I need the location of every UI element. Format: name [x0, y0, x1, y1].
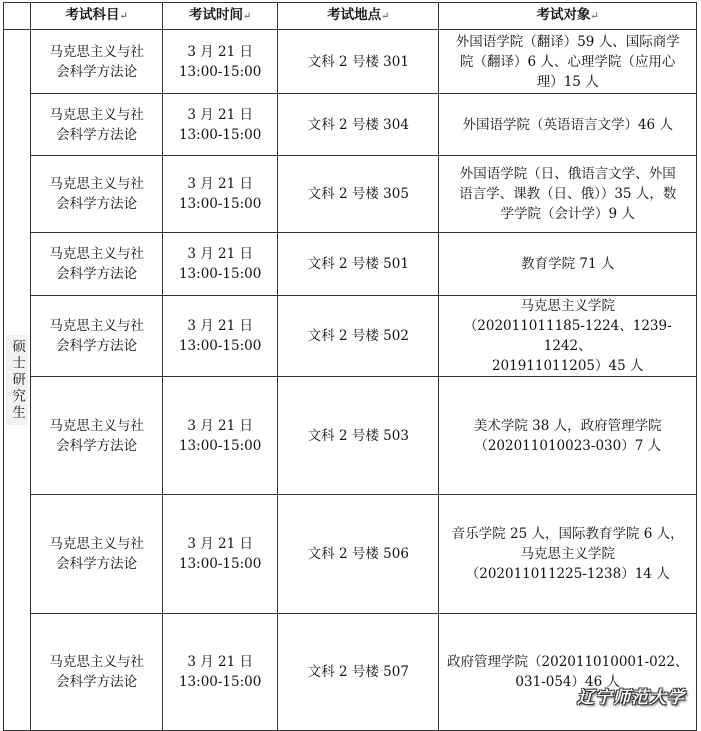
target-cell: [439, 377, 697, 495]
table-row: [4, 296, 697, 377]
group-label: 硕士研究生: [6, 335, 28, 426]
exam-location: 文科 2 号楼 506: [307, 546, 409, 562]
text-line: 会科学方法论: [56, 266, 138, 282]
subject-cell: [31, 233, 163, 296]
text-line: 会科学方法论: [56, 126, 138, 143]
target-cell: [439, 156, 697, 233]
subject-cell: [31, 377, 163, 495]
table-row: [4, 30, 697, 94]
text-line: （202011010023-030）7 人: [474, 437, 662, 454]
text-line: 外国语学院（英语语言文学）46 人: [462, 116, 673, 133]
exam-date: 3 月 21 日: [187, 43, 253, 60]
text-line: 教育学院 71 人: [521, 256, 615, 272]
location-cell: [278, 377, 439, 495]
time-cell: [163, 377, 278, 495]
text-line: 马克思主义与社: [49, 654, 144, 670]
subject-cell: [31, 156, 163, 233]
exam-date: 3 月 21 日: [187, 318, 253, 334]
exam-time: 13:00-15:00: [178, 437, 262, 454]
exam-location: 文科 2 号楼 301: [307, 53, 409, 70]
text-line: 马克思主义与社: [49, 43, 144, 60]
text-line: 马克思主义与社: [49, 246, 144, 262]
text-line: 外国语学院（日、俄语言文学、外国: [459, 166, 676, 182]
text-line: 外国语学院（翻译）59 人、国际商学: [455, 33, 680, 50]
time-cell: [163, 94, 278, 156]
header-subject: 考试科目↵: [31, 3, 163, 30]
exam-date: 3 月 21 日: [187, 106, 253, 123]
exam-location: 文科 2 号楼 501: [307, 256, 409, 272]
exam-date: 3 月 21 日: [187, 536, 253, 552]
target-cell: [439, 495, 697, 614]
exam-location: 文科 2 号楼 502: [307, 328, 409, 344]
table-row: [4, 495, 697, 614]
exam-time: 13:00-15:00: [178, 266, 262, 282]
subject-cell: [31, 94, 163, 156]
location-cell: [278, 156, 439, 233]
exam-time: 13:00-15:00: [178, 556, 262, 572]
text-line: 会科学方法论: [56, 63, 138, 80]
time-cell: [163, 30, 278, 94]
exam-time: 13:00-15:00: [178, 196, 262, 212]
exam-date: 3 月 21 日: [187, 246, 253, 262]
table-row: [4, 377, 697, 495]
text-line: 会科学方法论: [56, 338, 138, 354]
table-row: [4, 156, 697, 233]
target-cell: [439, 30, 697, 94]
text-line: 马克思主义学院: [520, 546, 615, 562]
header-location: 考试地点↵: [278, 3, 439, 30]
text-line: 031-054）46 人: [515, 674, 620, 690]
text-line: 马克思主义与社: [49, 106, 144, 123]
target-cell: [439, 94, 697, 156]
text-line: 政府管理学院（202011010001-022、: [447, 654, 689, 670]
exam-date: 3 月 21 日: [187, 654, 253, 670]
location-cell: [278, 94, 439, 156]
text-line: 201911011205）45 人: [491, 358, 644, 374]
table-row: [4, 233, 697, 296]
text-line: 学学院（会计学）9 人: [500, 206, 635, 222]
exam-time: 13:00-15:00: [178, 338, 262, 354]
target-cell: [439, 233, 697, 296]
time-cell: [163, 233, 278, 296]
target-cell: [439, 614, 697, 731]
text-line: 马克思主义与社: [49, 318, 144, 334]
text-line: 会科学方法论: [56, 196, 138, 212]
time-cell: [163, 156, 278, 233]
target-cell: [439, 296, 697, 377]
university-watermark: 辽宁师范大学: [577, 688, 685, 708]
group-label-cell: [4, 30, 31, 731]
header-target: 考试对象↵: [439, 3, 697, 30]
exam-date: 3 月 21 日: [187, 417, 253, 434]
time-cell: [163, 296, 278, 377]
text-line: （202011011185-1224、1239-1242、: [463, 318, 672, 354]
time-cell: [163, 614, 278, 731]
table-row: [4, 94, 697, 156]
text-line: 会科学方法论: [56, 556, 138, 572]
time-cell: [163, 495, 278, 614]
exam-schedule-table: [3, 2, 697, 731]
exam-date: 3 月 21 日: [187, 176, 253, 192]
text-line: 语言学、课教（日、俄））35 人，数: [459, 186, 677, 202]
text-line: 理）15 人: [536, 73, 599, 90]
header-blank: [4, 3, 31, 30]
text-line: 音乐学院 25 人，国际教育学院 6 人，: [451, 526, 684, 542]
text-line: 马克思主义与社: [49, 417, 144, 434]
text-line: 马克思主义与社: [49, 536, 144, 552]
exam-time: 13:00-15:00: [178, 63, 262, 80]
location-cell: [278, 495, 439, 614]
subject-cell: [31, 495, 163, 614]
exam-location: 文科 2 号楼 507: [307, 664, 409, 680]
table-row: [4, 614, 697, 731]
exam-time: 13:00-15:00: [178, 126, 262, 143]
text-line: 马克思主义与社: [49, 176, 144, 192]
location-cell: [278, 614, 439, 731]
text-line: 美术学院 38 人，政府管理学院: [473, 417, 662, 434]
header-row: [4, 3, 697, 30]
subject-cell: [31, 30, 163, 94]
text-line: 会科学方法论: [56, 437, 138, 454]
location-cell: [278, 30, 439, 94]
text-line: （202011011225-1238）14 人: [465, 566, 670, 582]
exam-location: 文科 2 号楼 304: [307, 116, 409, 133]
text-line: 马克思主义学院: [520, 298, 615, 314]
exam-time: 13:00-15:00: [178, 674, 262, 690]
exam-location: 文科 2 号楼 305: [307, 186, 409, 202]
subject-cell: [31, 296, 163, 377]
exam-location: 文科 2 号楼 503: [307, 427, 409, 444]
header-time: 考试时间↵: [163, 3, 278, 30]
subject-cell: [31, 614, 163, 731]
location-cell: [278, 296, 439, 377]
text-line: 会科学方法论: [56, 674, 138, 690]
text-line: 院（翻译）6 人、心理学院（应用心: [460, 53, 676, 70]
location-cell: [278, 233, 439, 296]
